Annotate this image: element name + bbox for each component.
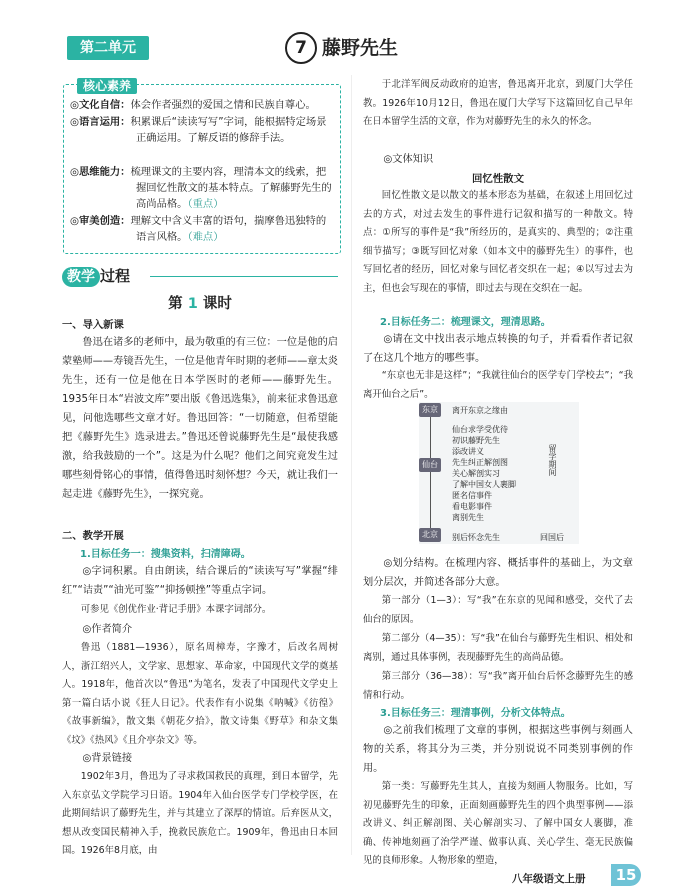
diagram-event: 了解中国女人裹脚 bbox=[452, 480, 516, 489]
unit-badge: 第二单元 bbox=[67, 36, 149, 60]
diagram-event: 看电影事件 bbox=[452, 502, 492, 511]
target-one: 1.目标任务一：搜集资料，扫清障碍。 bbox=[80, 549, 251, 560]
part-one: 第一部分（1—3）：写“我”在东京的见闻和感受，交代了去仙台的原因。 bbox=[363, 595, 633, 625]
core-item-thinking: ◎思维能力：梳理课文的主要内容，理清本文的线索，把握回忆性散文的基本特点。了解藤野先生的高尚品格。（重点） bbox=[70, 166, 332, 210]
genre-heading: ◎文体知识 bbox=[383, 154, 434, 165]
diagram-event: 离开东京之缘由 bbox=[452, 406, 508, 415]
diagram-event: 初识藤野先生 bbox=[452, 436, 500, 445]
session-title: 第 1 课时 bbox=[168, 296, 232, 312]
diagram-loc-tokyo: 东京 bbox=[419, 403, 441, 417]
vocab-paragraph: ◎字词积累。自由朗读，结合课后的“读读写写”掌握“绯红”“诘责”“油光可鉴”“抑扬顿挫”等重点字词。 bbox=[62, 566, 338, 596]
core-item-language: ◎语言运用：积累课后“读读写写”字词，能根据特定场景正确运用。了解反语的修辞手法。 bbox=[70, 116, 327, 144]
core-literacy-tag: 核心素养 bbox=[77, 78, 137, 94]
diagram-side-study: 留学期间 bbox=[548, 444, 557, 476]
process-heading: 教学 过程 bbox=[62, 266, 262, 286]
page-number: 15 bbox=[611, 864, 641, 886]
genre-title: 回忆性散文 bbox=[472, 173, 524, 185]
example-question: ◎之前我们梳理了文章的事例，根据这些事例与刻画人物的关系，将其分为三类，并分别说说不同类别事例的作用。 bbox=[363, 725, 633, 774]
diagram-event: 关心解剖实习 bbox=[452, 469, 500, 478]
background-continued: 于北洋军阀反动政府的迫害，鲁迅离开北京，到厦门大学任教。1926年10月12日，鲁迅在厦门大学写下这篇回忆自己早年在日本留学生活的文章，作为对藤野先生的永久的怀念。 bbox=[363, 79, 633, 127]
target-three: 3.目标任务三：理清事例，分析文体特点。 bbox=[380, 708, 571, 719]
section-intro: 一、导入新课 bbox=[62, 319, 124, 331]
diagram-event: 添改讲义 bbox=[452, 447, 484, 456]
target-two: 2.目标任务二：梳理课文，理清思路。 bbox=[380, 317, 551, 328]
diagram-event: 别后怀念先生 bbox=[452, 533, 500, 542]
category-one: 第一类：写藤野先生其人，直接为刻画人物服务。比如，写初见藤野先生的印象，正面刻画藤野先生的四个典型事例——添改讲义、纠正解剖图、关心解剖实习、了解中国女人裹脚，准确、传神地刻画了治学严谨、做事认真、关心学生、毫无民族偏见的良师形象。人物形象的塑造， bbox=[363, 781, 633, 866]
diagram-loc-sendai: 仙台 bbox=[419, 458, 441, 472]
diagram-event: 离别先生 bbox=[452, 513, 484, 522]
intro-paragraph: 鲁迅在诸多的老师中，最为敬重的有三位：一位是他的启蒙塾师——寿镜吾先生，一位是他青年时期的老师——章太炎先生，还有一位是他在日本学医时的老师——藤野先生。1935年日本“岩波文库”要出版《鲁迅选集》，前来征求鲁迅意见，问他选哪些文章才好。鲁迅回答：“一切随意，但希望能把《藤野先生》选录进去。”鲁迅还曾说藤野先生是“最使我感激，给我鼓励的一个”。这是为什么呢？他们之间究竟发生过哪些刻骨铭心的事情，值得鲁迅时刻怀想？今天，就让我们一起走进《藤野先生》，一探究竟。 bbox=[62, 337, 338, 500]
structure-question: ◎划分结构。在梳理内容、概括事件的基础上，为文章划分层次，并简述各部分大意。 bbox=[363, 558, 633, 588]
diagram-timeline bbox=[430, 410, 431, 540]
core-item-culture: ◎文化自信：体会作者强烈的爱国之情和民族自尊心。 bbox=[70, 99, 316, 111]
diagram-event: 仙台求学受优待 bbox=[452, 425, 508, 434]
footer-book-title: 八年级语文上册 bbox=[512, 873, 586, 885]
location-answer: “东京也无非是这样”；“我就往仙台的医学专门学校去”；“我离开仙台之后”。 bbox=[363, 370, 633, 400]
genre-paragraph: 回忆性散文是以散文的基本形态为基础，在叙述上用回忆过去的方式，对过去发生的事件进行记叙和描写的一种散文。特点：①所写的事件是“我”所经历的，是真实的、典型的；②注重细节描写；③既写回忆对象（如本文中的藤野先生）的事件，也写回忆者的经历，回忆对象与回忆者交织在一起；④以写过去为主，但也会写现在的事情，即过去与现在交织在一起。 bbox=[363, 190, 633, 294]
diagram-side-return: 回国后 bbox=[540, 533, 564, 542]
author-heading: ◎作者简介 bbox=[82, 624, 133, 635]
background-paragraph: 1902年3月，鲁迅为了寻求救国救民的真理，到日本留学，先入东京弘文学院学习日语。1904年入仙台医学专门学校学医，在此期间结识了藤野先生，并与其建立了深厚的情谊。后弃医从文，想从改变国民精神入手，挽救民族危亡。1909年，鲁迅由日本回国。1926年8月底，由 bbox=[62, 771, 338, 856]
diagram-loc-beijing: 北京 bbox=[419, 528, 441, 542]
part-three: 第三部分（36—38）：写“我”离开仙台后怀念藤野先生的感情和行动。 bbox=[363, 671, 633, 701]
core-item-aesthetic: ◎审美创造：理解文中含义丰富的语句，揣摩鲁迅独特的语言风格。（难点） bbox=[70, 215, 327, 243]
column-divider bbox=[351, 75, 352, 855]
location-question: ◎请在文中找出表示地点转换的句子，并看看作者记叙了在这几个地方的哪些事。 bbox=[363, 334, 633, 364]
diagram-event: 先生纠正解剖图 bbox=[452, 458, 508, 467]
vocab-note: 可参见《创优作业·背记手册》本课字词部分。 bbox=[80, 604, 272, 615]
lesson-number: 7 bbox=[285, 32, 317, 64]
part-two: 第二部分（4—35）：写“我”在仙台与藤野先生相识、相处和离别，通过具体事例，表现藤野先生的高尚品德。 bbox=[363, 633, 633, 663]
process-rule bbox=[150, 276, 338, 277]
author-paragraph: 鲁迅（1881—1936），原名周樟寿，字豫才，后改名周树人，浙江绍兴人，文学家、思想家、革命家，中国现代文学的奠基人。1918年，他首次以“鲁迅”为笔名，发表了中国现代文学史上第一篇白话小说《狂人日记》。代表作有小说集《呐喊》《彷徨》《故事新编》，散文集《朝花夕拾》，散文诗集《野草》和杂文集《坟》《热风》《且介亭杂文》等。 bbox=[62, 642, 338, 746]
lesson-title: 藤野先生 bbox=[322, 37, 399, 59]
background-heading: ◎背景链接 bbox=[82, 753, 133, 764]
diagram-event: 匿名信事件 bbox=[452, 491, 492, 500]
section-teaching: 二、教学开展 bbox=[62, 530, 124, 542]
